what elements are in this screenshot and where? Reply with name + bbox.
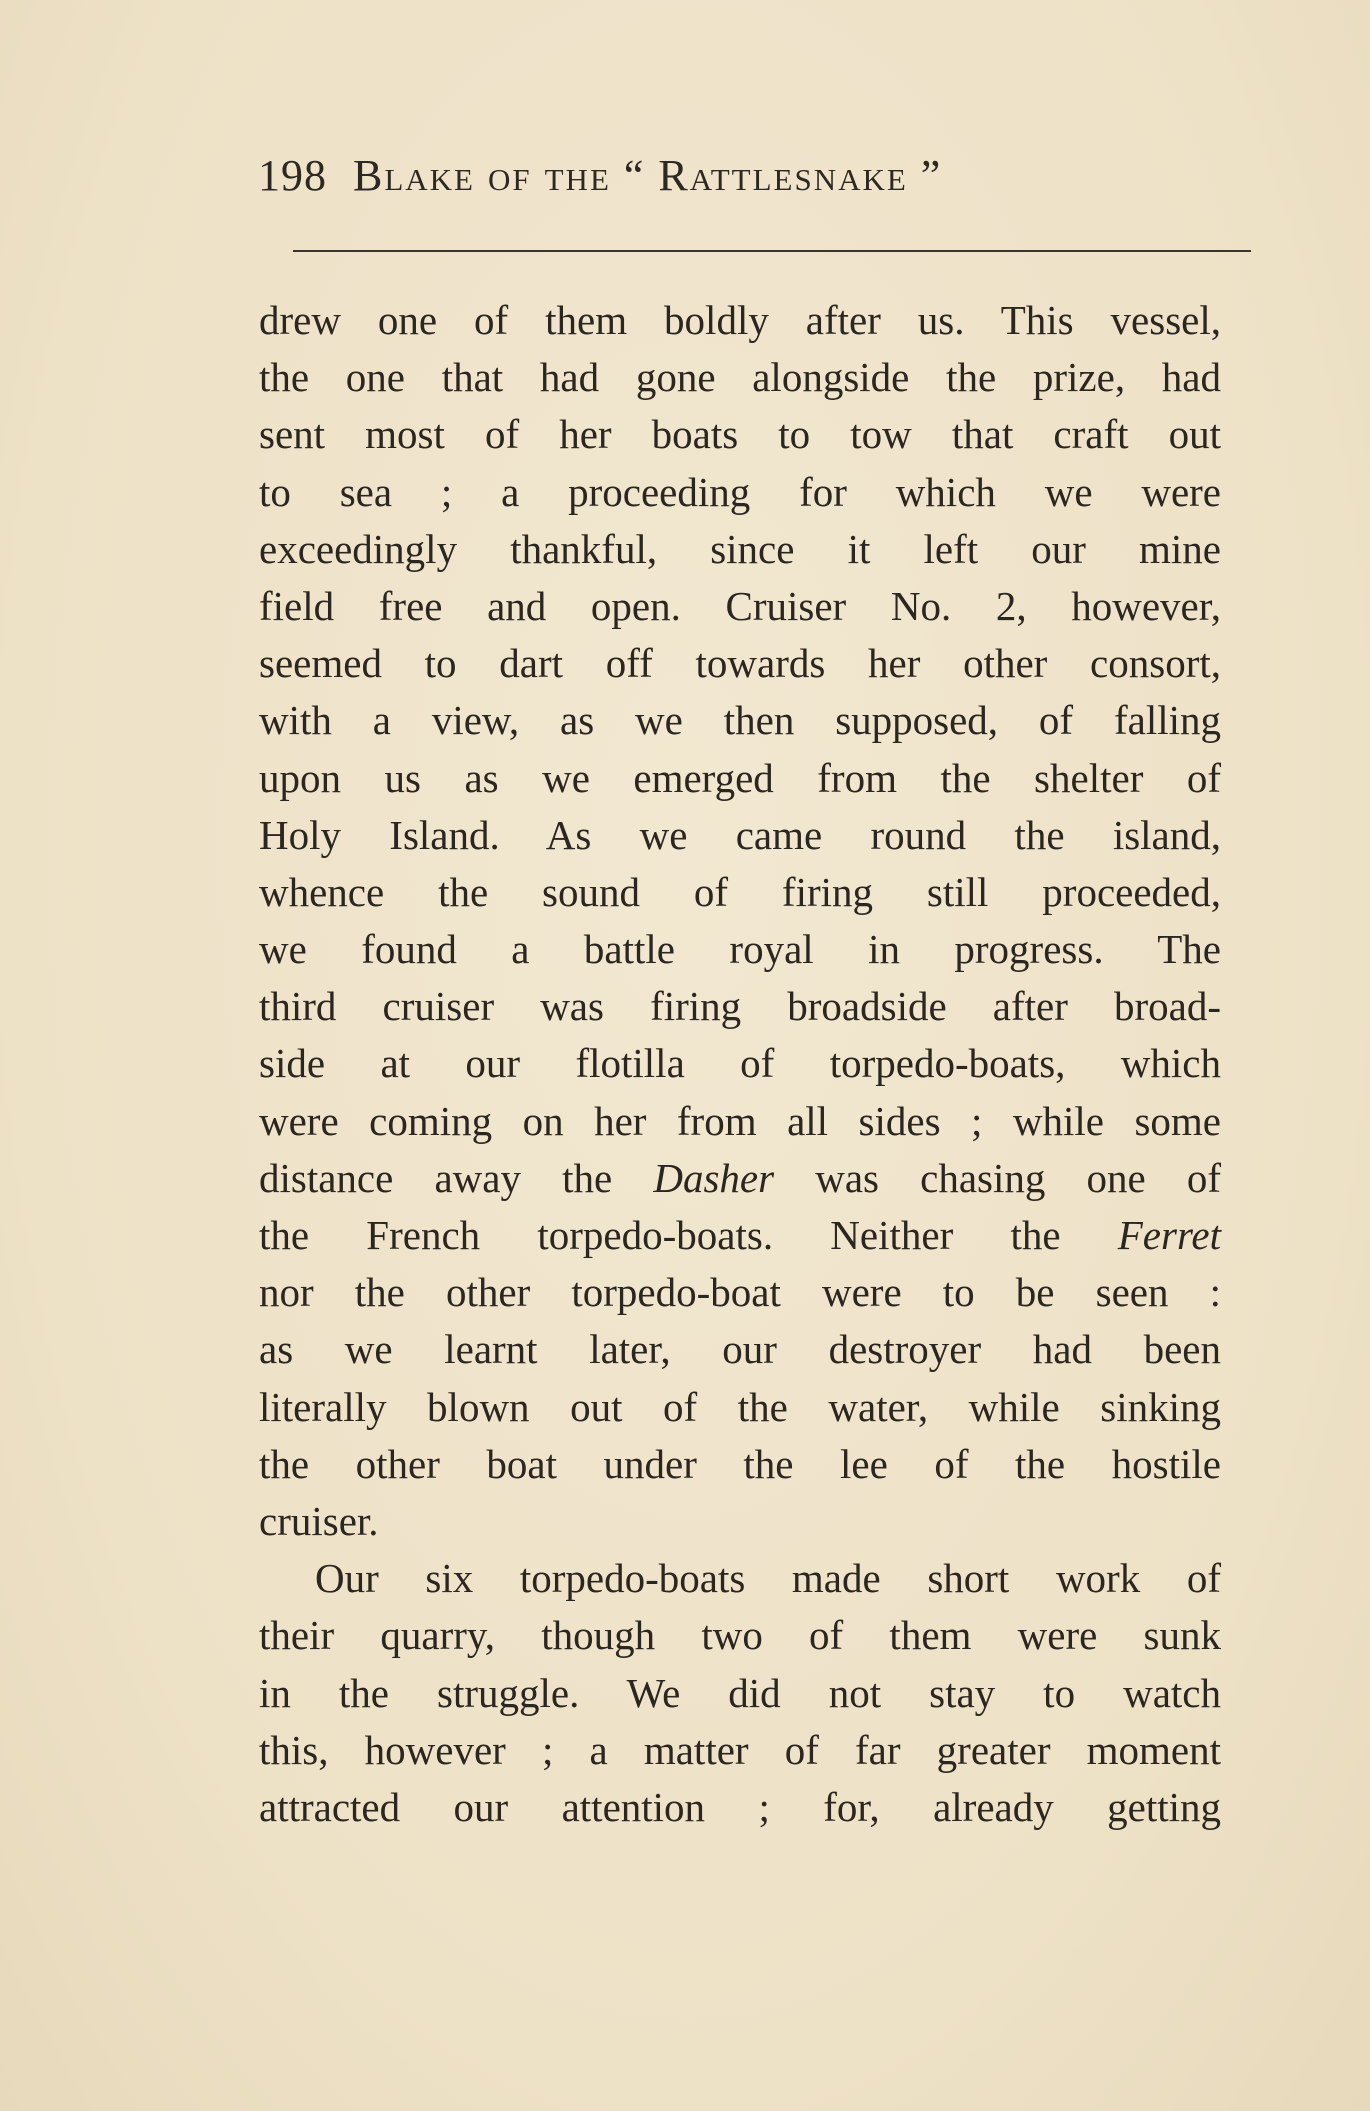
text-line: to sea ; a proceeding for which we were — [259, 468, 1221, 515]
text-line — [259, 1150, 1221, 1207]
text-line: attracted our attention ; for, already getting — [259, 1783, 1221, 1830]
text-line: their quarry, though two of them were sunk — [259, 1612, 1221, 1659]
text-line: side at our flotilla of torpedo-boats, which — [259, 1040, 1221, 1087]
text-line: as we learnt later, our destroyer had been — [259, 1326, 1221, 1373]
header-rule — [293, 250, 1251, 252]
text-line: we found a battle royal in progress. The — [259, 926, 1221, 973]
text-line: the one that had gone alongside the prize, had — [259, 354, 1221, 401]
text-segment: distance away the — [259, 1154, 654, 1201]
text-line: Holy Island. As we came round the island, — [259, 811, 1221, 858]
text-line: with a view, as we then supposed, of falling — [259, 697, 1221, 744]
text-segment: was chasing one of — [774, 1154, 1221, 1201]
text-line: upon us as we emerged from the shelter of — [259, 754, 1221, 801]
text-segment: the French torpedo-boats. Neither the — [259, 1212, 1118, 1258]
page-number: 198 — [258, 151, 327, 200]
running-head — [258, 150, 1158, 210]
ship-name-ferret: Ferret — [1117, 1212, 1221, 1258]
text-line: nor the other torpedo-boat were to be seen : — [259, 1269, 1221, 1316]
running-title: Blake of the “ Rattlesnake ” — [353, 151, 943, 200]
text-line: in the struggle. We did not stay to watch — [259, 1669, 1221, 1716]
text-line: were coming on her from all sides ; while some — [259, 1097, 1221, 1144]
text-line: cruiser. — [259, 1497, 379, 1544]
text-line: Our six torpedo-boats made short work of — [315, 1555, 1221, 1602]
text-line: seemed to dart off towards her other consort, — [259, 640, 1221, 687]
text-line: field free and open. Cruiser No. 2, however, — [259, 582, 1221, 629]
text-line: third cruiser was firing broadside after broad- — [259, 983, 1221, 1030]
text-line: this, however ; a matter of far greater moment — [259, 1726, 1221, 1773]
text-line: whence the sound of firing still proceeded, — [259, 868, 1221, 915]
text-line: the other boat under the lee of the hostile — [259, 1440, 1221, 1487]
ship-name-dasher: Dasher — [653, 1154, 775, 1201]
body-text — [259, 292, 1221, 1836]
text-line: exceedingly thankful, since it left our mine — [259, 525, 1221, 572]
text-line: sent most of her boats to tow that craft out — [259, 411, 1221, 458]
text-line — [259, 1207, 1221, 1264]
text-line: literally blown out of the water, while sinking — [259, 1383, 1221, 1430]
text-line: drew one of them boldly after us. This vessel, — [259, 297, 1221, 343]
